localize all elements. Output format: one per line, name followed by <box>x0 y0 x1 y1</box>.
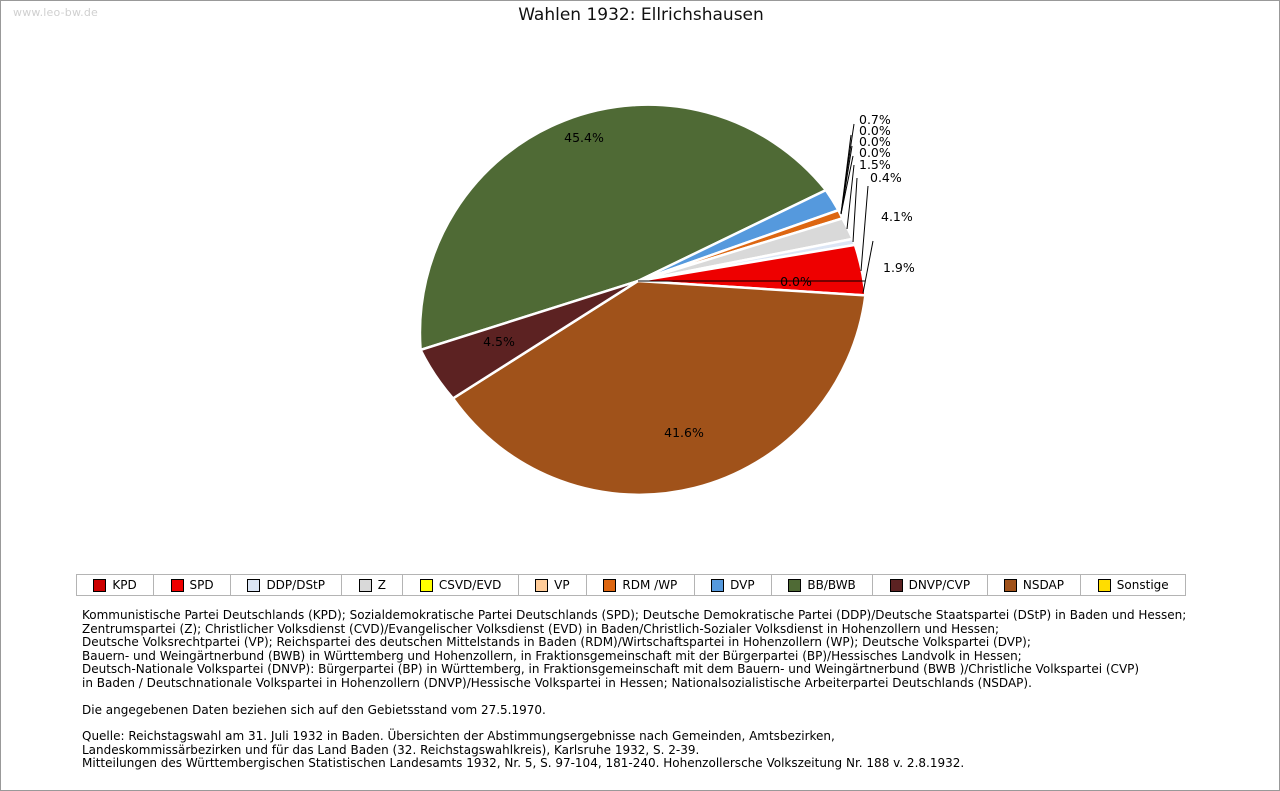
callout-ddp-dstp: 0.4% <box>870 170 902 185</box>
footnote-parties-line-2: Zentrumspartei (Z); Christlicher Volksdienst (CVD)/Evangelischer Volksdienst (EVD) in Baden/Christlich-Sozialer Volksdienst in Hohenzollern und Hessen; <box>82 621 1000 636</box>
legend-item-dvp[interactable] <box>695 575 772 595</box>
legend-item-nsdap[interactable] <box>988 575 1082 595</box>
callout-vp: 0.0% <box>859 123 891 138</box>
footnote-source-line-1: Quelle: Reichstagswahl am 31. Juli 1932 in Baden. Übersichten der Abstimmungsergebnisse nach Gemeinden, Amtsbezirken, <box>82 729 835 744</box>
legend-item-ddp-dstp[interactable] <box>231 575 342 595</box>
legend-label-sonstige: Sonstige <box>1116 578 1169 592</box>
footnote-source-line-3: Mitteilungen des Württembergischen Statistischen Landesamts 1932, Nr. 5, S. 97-104, 181-240. Hohenzollersche Volkszeitung Nr. 188 v. 2.8.1932. <box>82 756 965 771</box>
slice-label-bb-bwb: 45.4% <box>564 130 604 145</box>
footnotes <box>82 609 1232 784</box>
watermark: www.leo-bw.de <box>13 6 99 19</box>
legend-swatch-csvd-evd <box>420 579 433 592</box>
footnote-parties-line-5: Deutsch-Nationale Volkspartei (DNVP): Bürgerpartei (BP) in Württemberg, in Fraktionsgemeinschaft mit dem Bauern- und Weingärtnerbund (BWB )/Christliche Volkspartei (CVP) <box>82 662 1140 677</box>
legend-swatch-rdm-wp <box>603 579 616 592</box>
legend-swatch-spd <box>171 579 184 592</box>
legend-label-nsdap: NSDAP <box>1022 578 1064 592</box>
callout-spd: 4.1% <box>881 209 913 224</box>
footnote-source-line-2: Landeskommissärbezirken und für das Land Baden (32. Reichstagswahlkreis), Karlsruhe 1932, S. 2-39. <box>82 742 700 757</box>
legend-swatch-dnvp-cvp <box>890 579 903 592</box>
pie-chart <box>1 31 1280 551</box>
legend-swatch-sonstige <box>1098 579 1111 592</box>
pie-chart-svg <box>1 31 1280 551</box>
legend-item-kpd[interactable] <box>77 575 154 595</box>
slice-label-kpd: 0.0% <box>780 274 812 289</box>
legend-label-spd: SPD <box>189 578 214 592</box>
legend-label-vp: VP <box>554 578 570 592</box>
slice-label-dnvp-cvp: 4.5% <box>483 334 515 349</box>
footnote-parties <box>82 609 1232 691</box>
footnote-parties-line-4: Bauern- und Weingärtnerbund (BWB) in Württemberg und Hohenzollern, in Fraktionsgemeinschaft mit der Bürgerpartei (BP)/Hessisches Landvolk in Hessen; <box>82 648 1022 663</box>
callout-z: 1.5% <box>859 157 891 172</box>
legend-swatch-z <box>359 579 372 592</box>
callout-csvd-evd: 0.0% <box>859 134 891 149</box>
pie-slices <box>420 105 865 495</box>
legend-item-vp[interactable] <box>519 575 587 595</box>
page-title: Wahlen 1932: Ellrichshausen <box>518 5 764 25</box>
callout-rdm-wp: 0.7% <box>859 112 891 127</box>
legend-item-z[interactable] <box>342 575 403 595</box>
legend-item-dnvp-cvp[interactable] <box>873 575 987 595</box>
legend-label-bb-bwb: BB/BWB <box>807 578 856 592</box>
legend-swatch-kpd <box>93 579 106 592</box>
callout-dvp: 1.9% <box>883 260 915 275</box>
legend-item-spd[interactable] <box>154 575 231 595</box>
legend-item-rdm-wp[interactable] <box>587 575 695 595</box>
legend <box>76 574 1186 596</box>
footnote-parties-line-3: Deutsche Volksrechtpartei (VP); Reichspartei des deutschen Mittelstands in Baden (RDM)/Wirtschaftspartei in Hohenzollern (WP); Deutsche Volkspartei (DVP); <box>82 635 1031 650</box>
footnote-parties-line-6: in Baden / Deutschnationale Volkspartei in Hohenzollern (DNVP)/Hessische Volkspartei in Hessen; Nationalsozialistische Arbeiterpartei Deutschlands (NSDAP). <box>82 675 1032 690</box>
legend-label-z: Z <box>377 578 387 592</box>
legend-label-dvp: DVP <box>730 578 755 592</box>
legend-item-sonstige[interactable] <box>1081 575 1185 595</box>
legend-label-kpd: KPD <box>112 578 137 592</box>
footnote-note <box>82 704 1232 718</box>
legend-label-dnvp-cvp: DNVP/CVP <box>908 578 971 592</box>
slice-label-nsdap: 41.6% <box>664 425 704 440</box>
callout-sonstige: 0.0% <box>859 145 891 160</box>
legend-label-ddp-dstp: DDP/DStP <box>266 578 325 592</box>
legend-swatch-bb-bwb <box>788 579 801 592</box>
legend-swatch-dvp <box>711 579 724 592</box>
legend-swatch-nsdap <box>1004 579 1017 592</box>
footnote-parties-line-1: Kommunistische Partei Deutschlands (KPD); Sozialdemokratische Partei Deutschlands (SPD); Deutsche Demokratische Partei (DDP)/Deutsche Staatspartei (DStP) in Baden und Hessen; <box>82 608 1187 622</box>
legend-label-csvd-evd: CSVD/EVD <box>438 578 502 592</box>
footnote-source <box>82 730 1232 771</box>
footnote-note-line-1: Die angegebenen Daten beziehen sich auf den Gebietsstand vom 27.5.1970. <box>82 702 546 717</box>
legend-item-csvd-evd[interactable] <box>403 575 518 595</box>
legend-item-bb-bwb[interactable] <box>772 575 873 595</box>
legend-swatch-ddp-dstp <box>247 579 260 592</box>
legend-label-rdm-wp: RDM /WP <box>622 578 678 592</box>
legend-swatch-vp <box>535 579 548 592</box>
